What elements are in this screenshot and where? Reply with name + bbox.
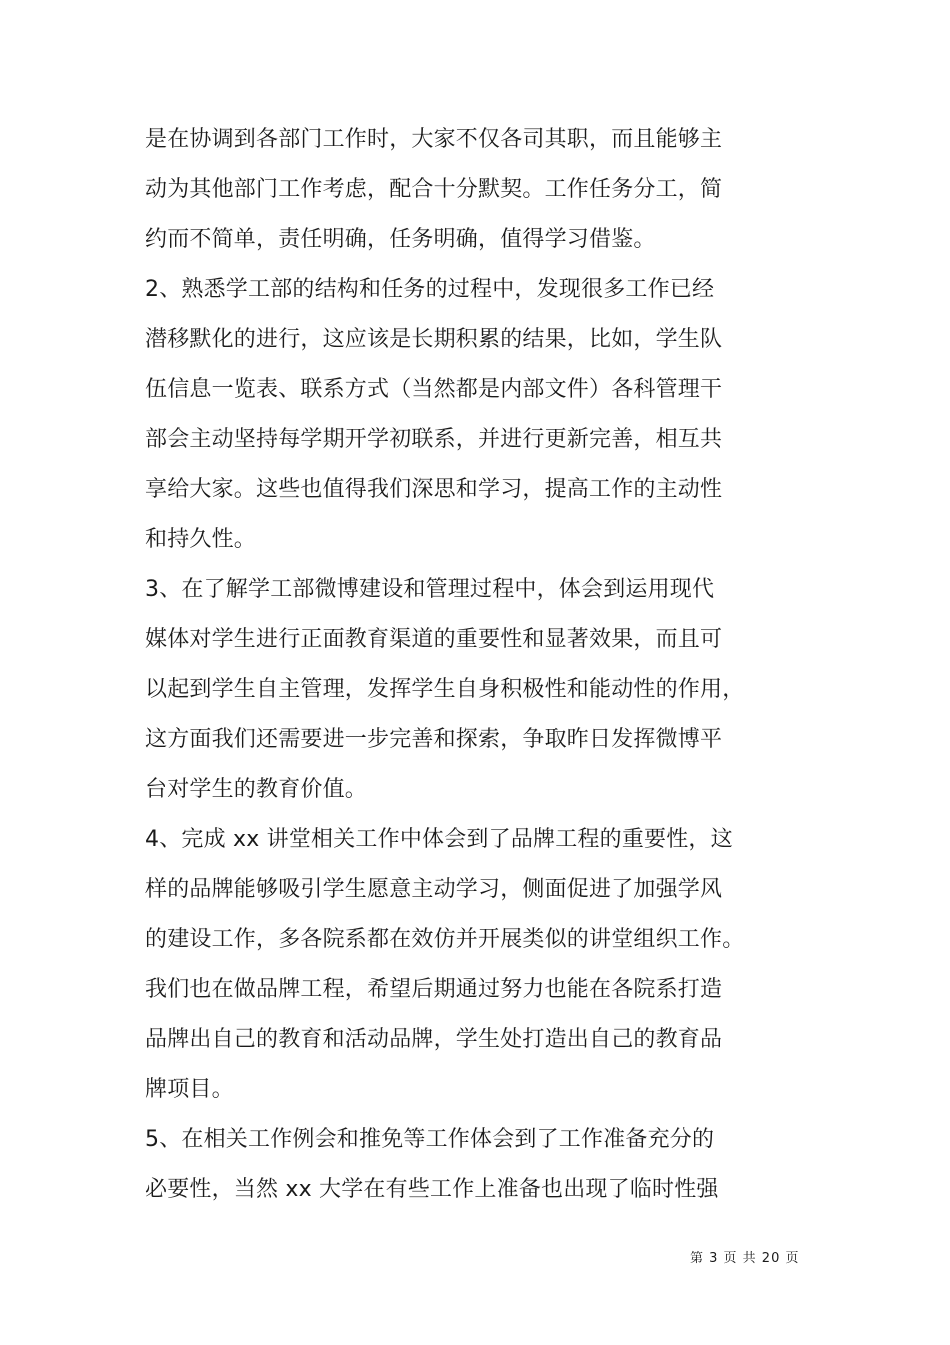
text-line: 2、熟悉学工部的结构和任务的过程中，发现很多工作已经 — [145, 277, 715, 302]
text-line: 5、在相关工作例会和推免等工作体会到了工作准备充分的 — [145, 1127, 715, 1152]
text-line: 品牌出自己的教育和活动品牌，学生处打造出自己的教育品 — [145, 1027, 723, 1052]
text-line: 动为其他部门工作考虑，配合十分默契。工作任务分工，简 — [145, 177, 723, 202]
text-line: 这方面我们还需要进一步完善和探索，争取昨日发挥微博平 — [145, 727, 723, 752]
text-line: 我们也在做品牌工程，希望后期通过努力也能在各院系打造 — [145, 977, 723, 1002]
text-line: 必要性，当然 xx 大学在有些工作上准备也出现了临时性强 — [145, 1177, 719, 1202]
text-line: 部会主动坚持每学期开学初联系，并进行更新完善，相互共 — [145, 427, 723, 452]
body-text — [145, 115, 785, 1215]
text-line: 牌项目。 — [145, 1077, 234, 1102]
text-line: 是在协调到各部门工作时，大家不仅各司其职，而且能够主 — [145, 127, 723, 152]
text-line: 以起到学生自主管理，发挥学生自身积极性和能动性的作用， — [145, 677, 745, 702]
text-line: 伍信息一览表、联系方式（当然都是内部文件）各科管理干 — [145, 377, 723, 402]
text-line: 潜移默化的进行，这应该是长期积累的结果，比如，学生队 — [145, 327, 723, 352]
page-number-footer: 第 3 页 共 20 页 — [690, 1251, 800, 1266]
text-line: 享给大家。这些也值得我们深思和学习，提高工作的主动性 — [145, 477, 723, 502]
text-line: 3、在了解学工部微博建设和管理过程中，体会到运用现代 — [145, 577, 715, 602]
text-line: 媒体对学生进行正面教育渠道的重要性和显著效果，而且可 — [145, 627, 723, 652]
text-line: 约而不简单，责任明确，任务明确，值得学习借鉴。 — [145, 227, 656, 252]
text-line: 4、完成 xx 讲堂相关工作中体会到了品牌工程的重要性，这 — [145, 827, 733, 852]
text-line: 的建设工作，多各院系都在效仿并开展类似的讲堂组织工作。 — [145, 927, 745, 952]
text-line: 样的品牌能够吸引学生愿意主动学习，侧面促进了加强学风 — [145, 877, 723, 902]
text-line: 台对学生的教育价值。 — [145, 777, 368, 802]
text-line: 和持久性。 — [145, 527, 257, 552]
